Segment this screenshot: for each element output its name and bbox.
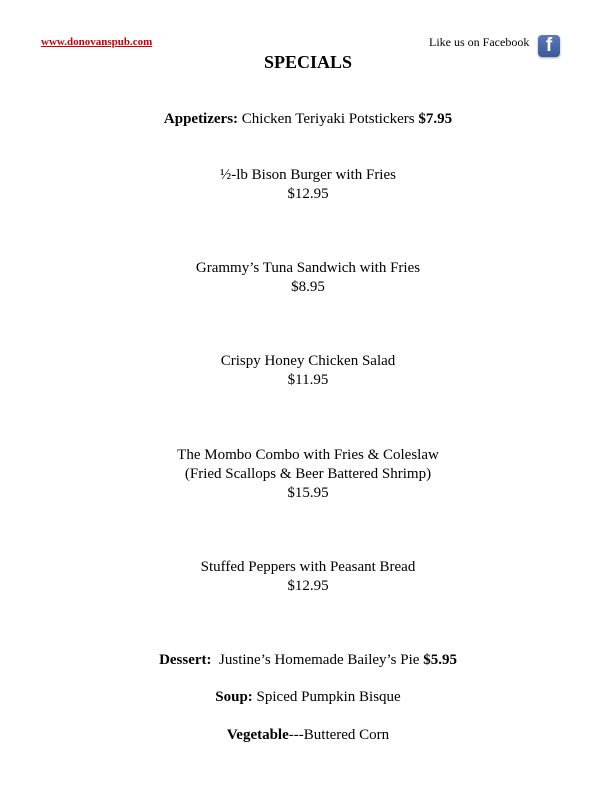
menu-item-description: (Fried Scallops & Beer Battered Shrimp) bbox=[184, 466, 432, 482]
dessert-label: Dessert: bbox=[159, 652, 212, 668]
menu-item-price: $12.95 bbox=[287, 578, 329, 594]
dessert-price: $5.95 bbox=[423, 652, 457, 668]
facebook-icon[interactable]: f bbox=[538, 35, 560, 57]
website-link[interactable]: www.donovanspub.com bbox=[41, 36, 153, 48]
page-title: SPECIALS bbox=[263, 52, 353, 72]
menu-item-name: Crispy Honey Chicken Salad bbox=[220, 353, 396, 369]
dessert-item: Justine’s Homemade Bailey’s Pie bbox=[219, 652, 420, 668]
appetizers-item: Chicken Teriyaki Potstickers bbox=[241, 111, 415, 127]
menu-item-name: Grammy’s Tuna Sandwich with Fries bbox=[195, 260, 421, 276]
menu-item-price: $12.95 bbox=[287, 186, 329, 202]
vegetable-line bbox=[0, 726, 616, 745]
appetizers-label: Appetizers: bbox=[163, 111, 239, 127]
facebook-link-text[interactable]: Like us on Facebook bbox=[429, 35, 530, 49]
soup-label: Soup: bbox=[215, 689, 253, 705]
menu-item-price: $8.95 bbox=[291, 279, 325, 295]
menu-item-bison-burger bbox=[0, 166, 616, 204]
menu-item-mombo-combo bbox=[0, 446, 616, 503]
vegetable-label: Vegetable bbox=[226, 727, 289, 743]
menu-item-name: The Mombo Combo with Fries & Coleslaw bbox=[177, 447, 439, 463]
soup-item: Spiced Pumpkin Bisque bbox=[256, 689, 401, 705]
menu-item-price: $15.95 bbox=[287, 485, 329, 501]
menu-item-chicken-salad bbox=[0, 352, 616, 390]
soup-line bbox=[0, 688, 616, 707]
menu-item-name: ½-lb Bison Burger with Fries bbox=[220, 167, 396, 183]
appetizers-line bbox=[0, 110, 616, 129]
menu-item-tuna-sandwich bbox=[0, 259, 616, 297]
vegetable-separator: --- bbox=[288, 727, 304, 743]
menu-item-price: $11.95 bbox=[287, 372, 329, 388]
vegetable-item: Buttered Corn bbox=[303, 727, 390, 743]
appetizers-price: $7.95 bbox=[418, 111, 453, 127]
menu-item-name: Stuffed Peppers with Peasant Bread bbox=[200, 559, 416, 575]
dessert-line bbox=[0, 651, 616, 670]
menu-item-stuffed-peppers bbox=[0, 558, 616, 596]
